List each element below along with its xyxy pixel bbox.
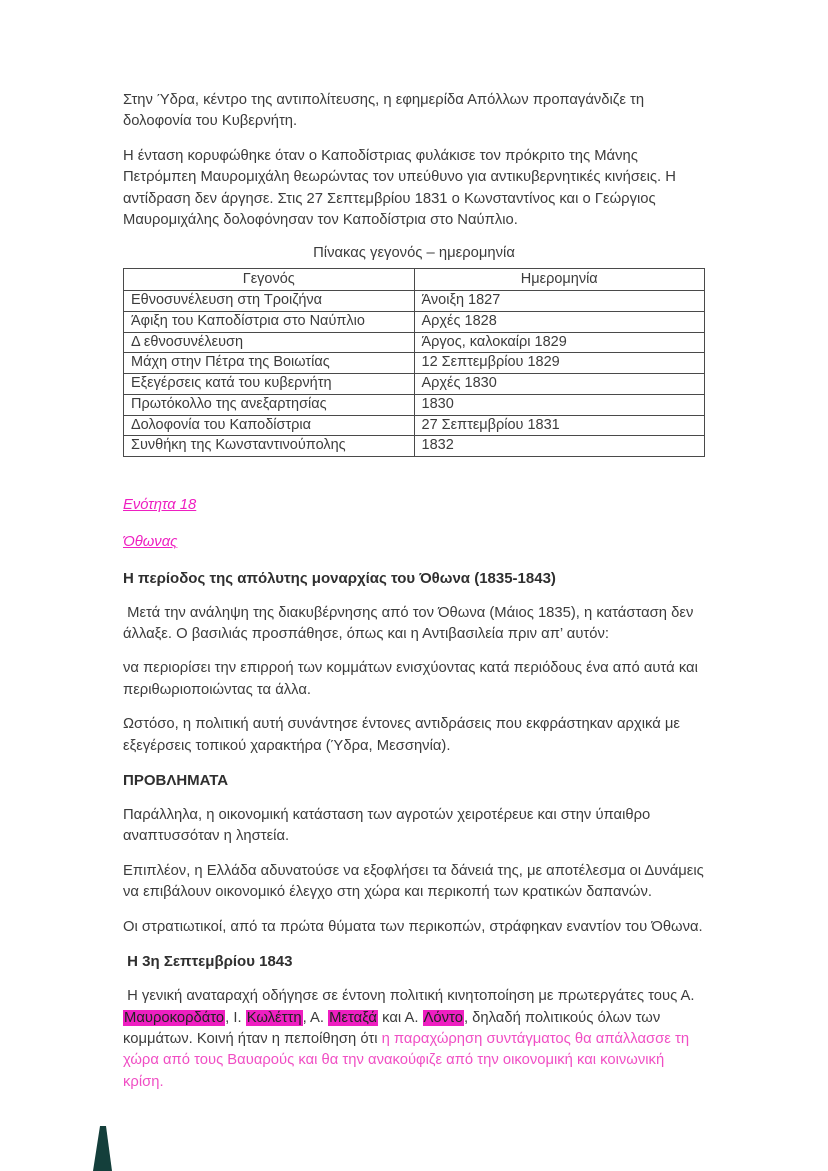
text-run: , Ι.: [225, 1009, 246, 1026]
paragraph-othon-takeover: Μετά την ανάληψη της διακυβέρνησης από τον Όθωνα (Μάιος 1835), η κατάσταση δεν άλλαξε. Ο βασιλιάς προσπάθησε, όπως και η Αντιβασιλεία πριν απ’ αυτόν:: [123, 604, 698, 643]
highlighted-name: Μαυροκορδάτο: [124, 1009, 225, 1026]
paragraph-loans-control: Επιπλέον, η Ελλάδα αδυνατούσε να εξοφλήσει τα δάνειά της, με αποτέλεσμα οι Δυνάμεις να επιβάλουν οικονομικό έλεγχο στη χώρα και περικοπή των κρατικών δαπανών.: [123, 862, 708, 901]
heading-monarchy-period: Η περίοδος της απόλυτης μοναρχίας του Όθωνα (1835-1843): [123, 569, 556, 587]
paragraph-military-against-othon: Οι στρατιωτικοί, από τα πρώτα θύματα των περικοπών, στράφηκαν εναντίον του Όθωνα.: [123, 918, 703, 935]
table-cell: 1830: [414, 394, 705, 415]
table-cell: Συνθήκη της Κωνσταντινούπολης: [124, 436, 415, 457]
table-cell: Εξεγέρσεις κατά του κυβερνήτη: [124, 374, 415, 395]
paragraph-limit-parties: να περιορίσει την επιρροή των κομμάτων ενισχύοντας κατά περιόδους ένα από αυτά και περιθωριοποιώντας τα άλλα.: [123, 660, 703, 698]
table-cell: Άργος, καλοκαίρι 1829: [414, 332, 705, 353]
table-header-cell: Γεγονός: [124, 268, 415, 291]
table-row: [124, 374, 705, 395]
table-cell: Αρχές 1828: [414, 312, 705, 333]
table-row: [124, 436, 705, 457]
table-cell: 12 Σεπτεμβρίου 1829: [414, 353, 705, 374]
table-row: [124, 353, 705, 374]
pink-emphasis-text: η παραχώρηση συντάγματος θα απάλλασσε τη χώρα από τους Βαυαρούς και θα την ανακούφιζε από την οικονομική και κοινωνική κρίση.: [123, 1030, 694, 1090]
highlighted-name: Μεταξά: [329, 1009, 377, 1026]
paragraph-hydra-apollon: Στην Ύδρα, κέντρο της αντιπολίτευσης, η εφημερίδα Απόλλων προπαγάνδιζε τη δολοφονία του Κυβερνήτη.: [123, 92, 649, 130]
table-row: [124, 291, 705, 312]
paragraph-kapodistrias-assassination: Η ένταση κορυφώθηκε όταν ο Καποδίστριας φυλάκισε τον πρόκριτο της Μάνης Πετρόμπεη Μαυρομιχάλη θεωρώντας τον υπεύθυνο για αντικυβερνητικές κινήσεις. Η αντίδραση δεν άργησε. Στις 27 Σεπτεμβρίου 1831 ο Κωνσταντίνος και ο Γεώργιος Μαυρομιχάλης δολοφόνησαν τον Καποδίστρια στο Ναύπλιο.: [123, 147, 681, 229]
paragraph-local-revolts: Ωστόσο, η πολιτική αυτή συνάντησε έντονες αντιδράσεις που εκφράστηκαν αρχικά με εξεγέρσεις τοπικού χαρακτήρα (Ύδρα, Μεσσηνία).: [123, 716, 685, 754]
table-title: Πίνακας γεγονός – ημερομηνία: [313, 244, 515, 261]
highlighted-name: Λόντο: [423, 1009, 463, 1026]
table-cell: Δ εθνοσυνέλευση: [124, 332, 415, 353]
page-corner-decoration: [88, 1126, 118, 1171]
link-line-othonas: [123, 530, 705, 553]
heading-problems: ΠΡΟΒΛΗΜΑΤΑ: [123, 772, 229, 790]
table-cell: Αρχές 1830: [414, 374, 705, 395]
table-cell: 1832: [414, 436, 705, 457]
table-cell: Δολοφονία του Καποδίστρια: [124, 415, 415, 436]
text-run: , δηλαδή πολιτικούς όλων των κομμάτων. Κοινή ήταν η πεποίθηση ότι: [123, 1009, 665, 1047]
highlighted-name: Κωλέττη: [246, 1009, 302, 1026]
table-row: [124, 415, 705, 436]
table-header-cell: Ημερομηνία: [414, 268, 705, 291]
events-dates-table: [123, 268, 705, 457]
table-cell: Μάχη στην Πέτρα της Βοιωτίας: [124, 353, 415, 374]
paragraph-farmers-banditry: Παράλληλα, η οικονομική κατάσταση των αγροτών χειροτέρευε και στην ύπαιθρο αναπτυσσόταν η ληστεία.: [123, 807, 655, 845]
table-cell: Εθνοσυνέλευση στη Τροιζήνα: [124, 291, 415, 312]
link-othonas[interactable]: Όθωνας: [123, 534, 178, 551]
table-row: [124, 312, 705, 333]
table-cell: 27 Σεπτεμβρίου 1831: [414, 415, 705, 436]
heading-september-3-1843: Η 3η Σεπτεμβρίου 1843: [123, 953, 293, 971]
text-run: , Α.: [302, 1009, 329, 1026]
table-row: [124, 332, 705, 353]
link-section-18[interactable]: Ενότητα 18: [123, 496, 197, 513]
text-run: Η γενική αναταραχή οδήγησε σε έντονη πολιτική κινητοποίηση με πρωτεργάτες τους Α.: [123, 988, 699, 1005]
link-line-section: [123, 493, 705, 516]
table-row: [124, 394, 705, 415]
corner-wedge-shape: [88, 1126, 118, 1171]
table-header-row: [124, 268, 705, 291]
table-cell: Άνοιξη 1827: [414, 291, 705, 312]
paragraph-final-mobilization: [123, 986, 705, 1093]
text-run: και Α.: [377, 1009, 423, 1026]
table-cell: Πρωτόκολλο της ανεξαρτησίας: [124, 394, 415, 415]
table-cell: Άφιξη του Καποδίστρια στο Ναύπλιο: [124, 312, 415, 333]
